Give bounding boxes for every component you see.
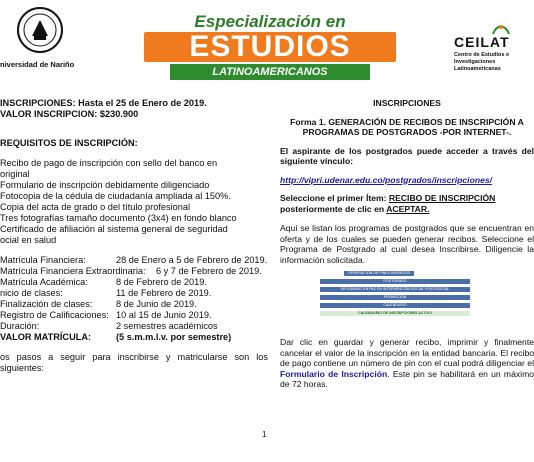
valor-inscripcion: VALOR INSCRIPCION: $230.900 [0,109,139,119]
schedule-value: (5 s.m.m.l.v. por semestre) [116,332,232,342]
seleccione-part: posteriormente de clic en [280,203,387,214]
list-item: Certificado de afiliación al sistema general de seguridad [0,224,228,234]
mini-row: CALENDARIO [320,303,470,308]
schedule-label: VALOR MATRÍCULA: [0,332,92,342]
dar-clic-part: Dar clic en guardar y generar recibo, imprimir y finalmente cancelar el valor de la inscripción en la entidad bancaria. El recibo de pago contiene un número de pin con el cual podrá diligenciar el [280,337,534,368]
schedule-label: nicio de clases: [0,288,63,298]
pasos-text: os pasos a seguir para inscribirse y matricularse son los siguientes: [0,352,268,373]
aqui-text: Aquí se listan los programas de postgrados que se encuentran en oferta y de los cuales se pueden generar recibos. Seleccione el Programa de Postgrado al cual desea Inscribirse. Diligencie la información solicitada. [280,223,534,265]
university-logo [0,4,86,88]
schedule-label: Matrícula Financiera: [0,255,86,265]
recibo-item: RECIBO DE INSCRIPCIÓN [388,193,496,203]
schedule-table [0,255,268,343]
dar-clic-text [280,337,534,390]
formulario-link[interactable]: Formulario de Inscripción [280,368,388,379]
seleccione-part: Seleccione el primer Ítem: [280,193,389,203]
ceilat-subtitle: Centro de Estudios e Investigaciones Latinoamericanas [454,52,510,72]
mini-row: DIPLOMADO EN PAZ EN INTERVENCIÓN SOCIAL PSICOSOCIAL [320,287,470,292]
schedule-label: Registro de Calificaciones: [0,310,109,320]
requisitos-title: REQUISITOS DE INSCRIPCIÓN: [0,138,138,148]
ceilat-logo [454,22,534,82]
requisitos-list [0,158,268,246]
schedule-value: 8 de Junio de 2019. [116,299,197,309]
mini-row: POSTGRADO [320,279,470,284]
form-screenshot [320,271,470,319]
aspirante-text: El aspirante de los postgrados puede acceder a través del siguiente vínculo: [280,145,534,166]
aceptar-item: ACEPTAR. [386,203,430,214]
schedule-label: Finalización de clases: [0,299,93,309]
schedule-label: Matrícula Financiera Extraordinaria: [0,266,146,276]
left-column [0,98,268,374]
program-banner [140,12,400,88]
list-item: ocial en salud [0,235,57,245]
schedule-value: 11 de Febrero de 2019. [116,288,212,298]
inscripciones-heading: INSCRIPCIONES [373,98,441,108]
schedule-value: 10 al 15 de Junio 2019. [116,310,212,320]
inscripciones-deadline: INSCRIPCIONES: Hasta el 25 de Enero de 2019. [0,98,207,108]
inscripciones-link[interactable]: http://vipri.udenar.edu.co/postgrados/inscripciones/ [280,174,493,185]
list-item: Tres fotografías tamaño documento (3x4) en fondo blanco [0,213,237,223]
schedule-label: Duración: [0,321,40,331]
schedule-label: Matrícula Académica: [0,277,88,287]
mini-row: CALENDARIO DE INSCRIPCIONES ACTIVO [320,311,470,316]
schedule-value: 6 y 7 de Febrero de 2019. [156,266,262,276]
schedule-value: 8 de Febrero de 2019. [116,277,207,287]
university-name: niversidad de Nariño [0,60,75,69]
mini-row: GENERACIÓN DE PINES INGRESOS [344,271,414,276]
list-item: Copia del acta de grado o del título profesional [0,202,191,212]
right-column [280,98,534,390]
forma-title: Forma 1. GENERACIÓN DE RECIBOS DE INSCRIPCIÓN A PROGRAMAS DE POSTGRADOS -POR INTERNET-. [290,116,524,137]
banner-bottom-text: LATINOAMERICANOS [170,64,370,80]
page-number: 1 [262,430,267,439]
ceilat-title: CEILAT [454,34,510,50]
list-item: original [0,169,30,179]
list-item: Recibo de pago de inscripción con sello del banco en [0,158,218,168]
dar-clic-part: . Este pin se habilitará en un máximo de 72 horas. [280,368,534,389]
banner-main-text: ESTUDIOS [144,32,396,62]
list-item: Formulario de inscripción debidamente diligenciado [0,180,210,190]
schedule-value: 28 de Enero a 5 de Febrero de 2019. [116,255,268,265]
university-seal-icon [16,6,64,54]
schedule-value: 2 semestres académicos [116,321,218,331]
list-item: Fotocopia de la cédula de ciudadanía ampliada al 150%. [0,191,231,201]
banner-top-text: Especialización en [194,12,346,31]
mini-row: PROMOCION [320,295,470,300]
seleccione-text [280,193,534,214]
